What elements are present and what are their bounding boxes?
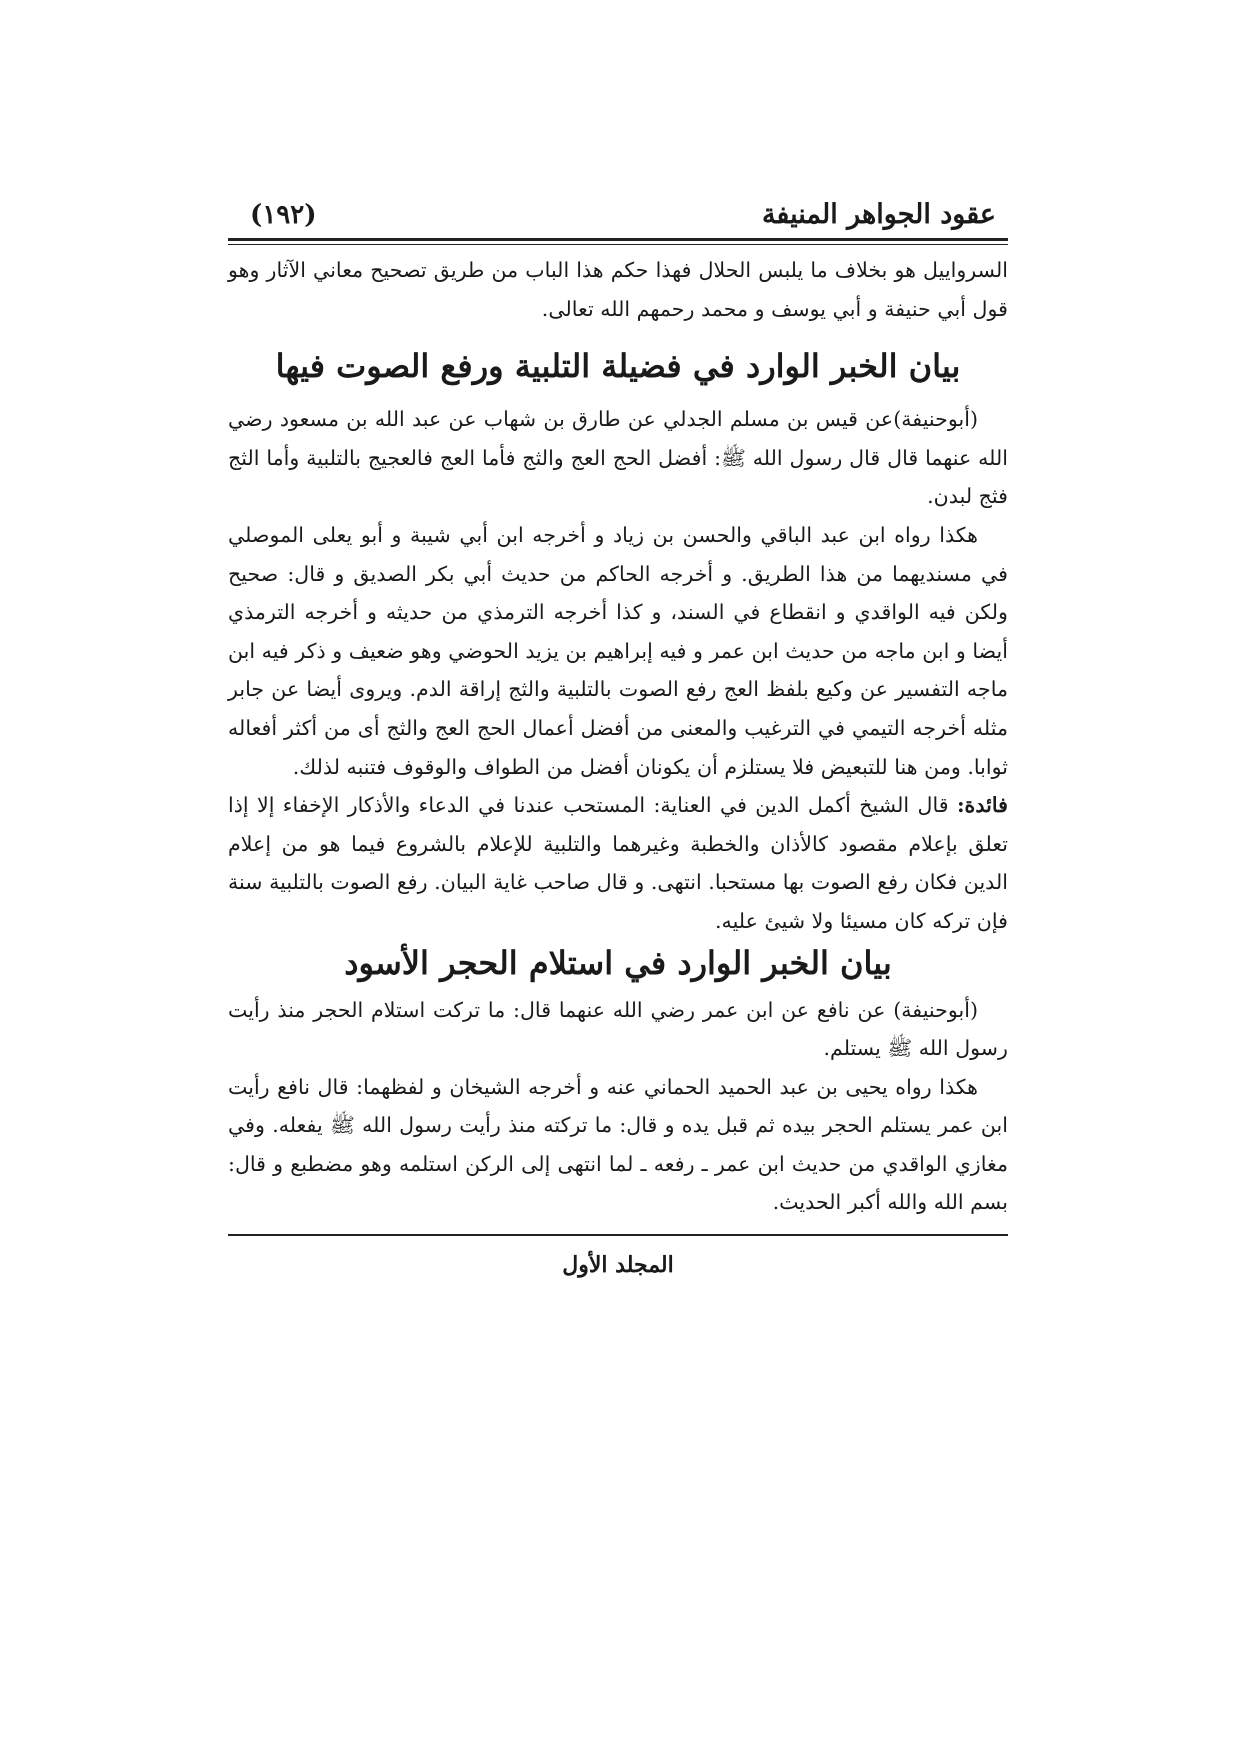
hadith-paragraph-black-stone: (أبوحنيفة) عن نافع عن ابن عمر رضي الله عنهما قال: ما تركت استلام الحجر منذ رأيت رسول الله ﷺ يستلم. [228, 997, 1008, 1061]
page-body [228, 251, 1008, 1222]
page-number: (١٩٢) [250, 200, 317, 230]
benefit-text: قال الشيخ أكمل الدين في العناية: المستحب عندنا في الدعاء والأذكار الإخفاء إلا إذا تعلق بإعلام مقصود كالأذان والخطبة وغيرهما والتلبية للإعلام بالشروع فيما هو من إعلام الدين فكان رفع الصوت بها مستحبا. انتهى. و قال صاحب غاية البيان. رفع الصوت بالتلبية سنة فإن تركه كان مسيئا ولا شيئ عليه. [228, 793, 1008, 933]
volume-label: المجلد الأول [562, 1252, 674, 1279]
page-header [228, 190, 1008, 234]
hadith-paragraph-talbiya: (أبوحنيفة)عن قيس بن مسلم الجدلي عن طارق بن شهاب عن عبد الله بن مسعود رضي الله عنهما قال قال رسول الله ﷺ: أفضل الحج العج والثج فأما العج فالعجيج بالتلبية وأما الثج فثج لبدن. [228, 407, 1008, 509]
section-heading-black-stone: بيان الخبر الوارد في استلام الحجر الأسود [344, 943, 892, 982]
book-page [228, 190, 1008, 1278]
footer-rule [228, 1234, 1008, 1236]
header-rule-thin [228, 244, 1008, 245]
intro-paragraph: السرواييل هو بخلاف ما يلبس الحلال فهذا حكم هذا الباب من طريق تصحيح معاني الآثار وهو قول أبي حنيفة و أبي يوسف و محمد رحمهم الله تعالى. [228, 258, 1008, 321]
benefit-label: فائدة: [956, 793, 1008, 818]
commentary-paragraph-black-stone: هكذا رواه يحيى بن عبد الحميد الحماني عنه و أخرجه الشيخان و لفظهما: قال نافع رأيت ابن عمر يستلم الحجر بيده ثم قبل يده و قال: ما تركته منذ رأيت رسول الله ﷺ يفعله. وفي مغازي الواقدي من حديث ابن عمر ـ رفعه ـ لما انتهى إلى الركن استلمه وهو مضطبع و قال: بسم الله والله أكبر الحديث. [228, 1074, 1008, 1215]
header-rule-thick [228, 238, 1008, 241]
section-heading-talbiya: بيان الخبر الوارد في فضيلة التلبية ورفع الصوت فيها [275, 347, 961, 386]
benefit-paragraph [228, 786, 1008, 940]
book-title: عقود الجواهر المنيفة [761, 199, 996, 230]
commentary-paragraph-talbiya: هكذا رواه ابن عبد الباقي والحسن بن زياد و أخرجه ابن أبي شيبة و أبو يعلى الموصلي في مسنديهما من هذا الطريق. و أخرجه الحاكم من حديث أبي بكر الصديق و قال: صحيح ولكن فيه الواقدي و انقطاع في السند، و كذا أخرجه الترمذي من حديثه و أخرجه الترمذي أيضا و ابن ماجه من حديث ابن عمر و فيه إبراهيم بن يزيد الحوضي وهو ضعيف و ذكر فيه ابن ماجه التفسير عن وكيع بلفظ العج رفع الصوت بالتلبية والثج إراقة الدم. ويروى أيضا عن جابر مثله أخرجه التيمي في الترغيب والمعنى من أفضل أعمال الحج العج والثج أى من أكثر أفعاله ثوابا. ومن هنا للتبعيض فلا يستلزم أن يكونان أفضل من الطواف والوقوف فتنبه لذلك. [228, 522, 1008, 779]
